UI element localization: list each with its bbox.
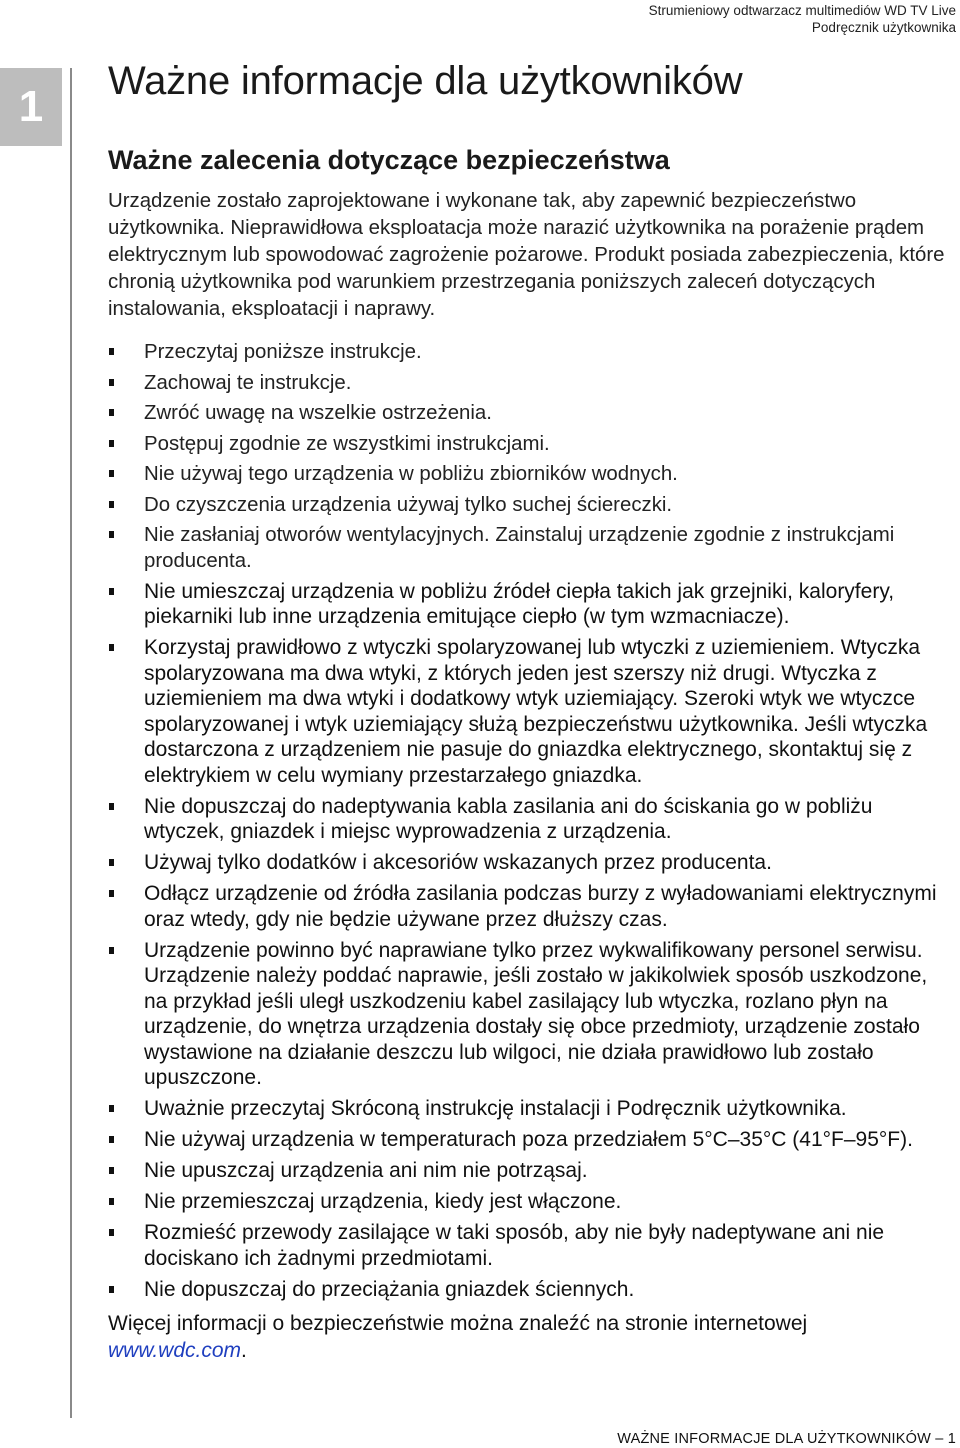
section-title: Ważne zalecenia dotyczące bezpieczeństwa <box>108 145 670 175</box>
vertical-rule <box>70 68 72 1418</box>
header-product: Strumieniowy odtwarzacz multimediów WD TV Live <box>648 3 956 18</box>
list-item: Korzystaj prawidłowo z wtyczki spolaryzowanej lub wtyczki z uziemieniem. Wtyczka spolaryzowana ma dwa wtyki, z których jeden jest szerszy niż drugi. Wtyczka z uziemieniem ma dwa wtyki i dodatkowy wtyk uziemiający. Szeroki wtyk we wtyczce spolaryzowanej i wtyk uziemiający służą bezpieczeństwu użytkownika. Jeśli wtyczka dostarczona z urządzeniem nie pasuje do gniazdka elektrycznego, skontaktuj się z elektrykiem w celu wymiany przestarzałego gniazdka. <box>108 635 953 788</box>
list-item: Odłącz urządzenie od źródła zasilania podczas burzy z wyładowaniami elektrycznymi oraz wtedy, gdy nie będzie używane przez dłuższy czas. <box>108 881 953 932</box>
chapter-tab <box>0 68 62 146</box>
list-item: Nie dopuszczaj do przeciążania gniazdek ściennych. <box>108 1277 953 1303</box>
list-item: Nie zasłaniaj otworów wentylacyjnych. Zainstaluj urządzenie zgodnie z instrukcjami producenta. <box>108 522 953 574</box>
list-item: Urządzenie powinno być naprawiane tylko przez wykwalifikowany personel serwisu. Urządzenie należy poddać naprawie, jeśli zostało w jakikolwiek sposób uszkodzone, na przykład jeśli uległ uszkodzeniu kabel zasilający lub wtyczka, rozlano płyn na urządzenie, do wnętrza urządzenia dostały się obce przedmioty, urządzenie zostało wystawione na działanie deszczu lub wilgoci, nie działa prawidłowo lub zostało upuszczone. <box>108 938 953 1091</box>
page-content <box>108 58 953 1364</box>
list-item: Rozmieść przewody zasilające w taki sposób, aby nie były nadeptywane ani nie dociskano ich żadnymi przedmiotami. <box>108 1220 953 1271</box>
header-manual: Podręcznik użytkownika <box>811 20 956 35</box>
list-item: Do czyszczenia urządzenia używaj tylko suchej ściereczki. <box>108 492 953 518</box>
list-item: Zachowaj te instrukcje. <box>108 370 953 396</box>
list-item: Nie upuszczaj urządzenia ani nim nie potrząsaj. <box>108 1158 953 1184</box>
list-item: Nie umieszczaj urządzenia w pobliżu źródeł ciepła takich jak grzejniki, kaloryfery, piekarniki lub inne urządzenia emitujące ciepło (w tym wzmacniacze). <box>108 579 953 630</box>
intro-paragraph: Urządzenie zostało zaprojektowane i wykonane tak, aby zapewnić bezpieczeństwo użytkownika. Nieprawidłowa eksploatacja może narazić użytkownika na porażenie prądem elektrycznym lub spowodować zagrożenie pożarowe. Produkt posiada zabezpieczenia, które chronią użytkownika pod warunkiem przestrzegania poniższych zaleceń dotyczących instalowania, eksploatacji i naprawy. <box>108 190 945 320</box>
list-item: Nie przemieszczaj urządzenia, kiedy jest włączone. <box>108 1189 953 1215</box>
page-footer: WAŻNE INFORMACJE DLA UŻYTKOWNIKÓW – 1 <box>617 1431 956 1447</box>
list-item: Uważnie przeczytaj Skróconą instrukcję instalacji i Podręcznik użytkownika. <box>108 1096 953 1122</box>
list-item: Nie używaj urządzenia w temperaturach poza przedziałem 5°C–35°C (41°F–95°F). <box>108 1127 953 1153</box>
chapter-number: 1 <box>18 82 44 131</box>
page-title: Ważne informacje dla użytkowników <box>108 59 743 103</box>
list-item: Nie dopuszczaj do nadeptywania kabla zasilania ani do ściskania go w pobliżu wtyczek, gniazdek i miejsc wyprowadzenia z urządzenia. <box>108 794 953 845</box>
outro-paragraph <box>108 1310 953 1364</box>
website-link[interactable]: www.wdc.com <box>108 1339 242 1362</box>
outro-text: Więcej informacji o bezpieczeństwie można znaleźć na stronie internetowej <box>108 1312 808 1335</box>
list-item: Postępuj zgodnie ze wszystkimi instrukcjami. <box>108 431 953 457</box>
list-item: Używaj tylko dodatków i akcesoriów wskazanych przez producenta. <box>108 850 953 876</box>
safety-list <box>108 339 953 1302</box>
running-header <box>649 2 956 36</box>
outro-period: . <box>241 1339 247 1362</box>
list-item: Zwróć uwagę na wszelkie ostrzeżenia. <box>108 400 953 426</box>
list-item: Przeczytaj poniższe instrukcje. <box>108 339 953 365</box>
list-item: Nie używaj tego urządzenia w pobliżu zbiorników wodnych. <box>108 461 953 487</box>
